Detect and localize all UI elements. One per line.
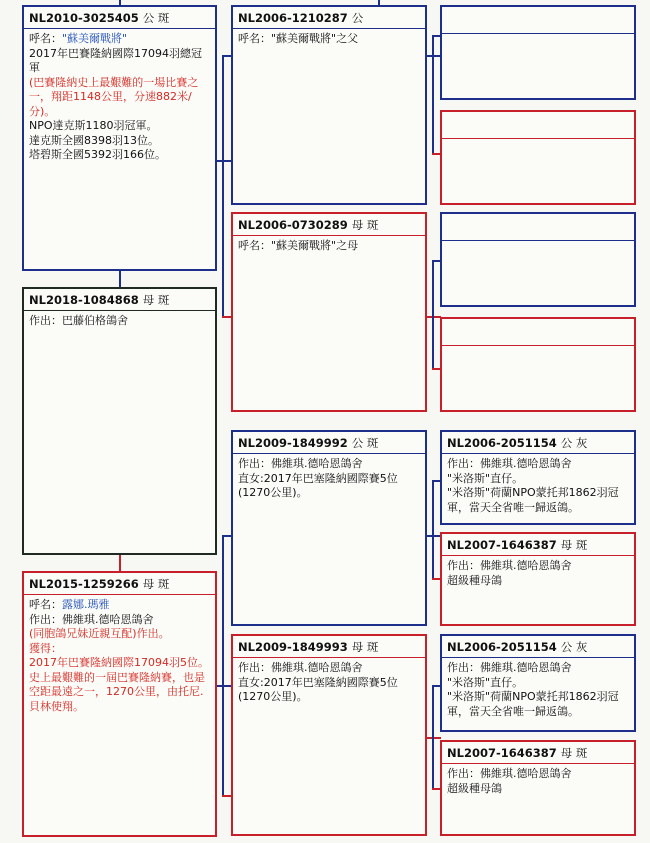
sire-details <box>24 29 215 163</box>
result-text: 直女:2017年巴塞隆納國際賽5位(1270公里)。 <box>238 675 398 703</box>
sex-color: 母 斑 <box>142 293 170 307</box>
card-header <box>442 432 634 454</box>
ggp-card <box>440 532 636 626</box>
card-header <box>442 534 634 556</box>
card-lines <box>442 764 634 796</box>
sex-color: 公 灰 <box>560 436 588 450</box>
connector-line <box>432 685 434 790</box>
ring-number: NL2006-1210287 <box>238 11 348 25</box>
sex-color: 公 灰 <box>560 640 588 654</box>
ring-number: NL2006-2051154 <box>447 436 557 450</box>
card-header <box>233 636 425 658</box>
ggp-card <box>440 634 636 732</box>
pigeon-name: "蘇美爾戰將" <box>62 32 128 45</box>
pigeon-name: 露娜.瑪雅 <box>62 598 110 611</box>
dam-sire-card <box>231 430 427 626</box>
dam-card <box>22 571 217 837</box>
sex-color: 母 斑 <box>560 538 588 552</box>
card-lines <box>442 454 634 515</box>
ggp-card <box>440 740 636 836</box>
card-header <box>233 432 425 454</box>
connector-line <box>222 55 224 318</box>
connector-line <box>432 480 434 580</box>
card-lines <box>233 658 425 705</box>
note-text: "米洛斯"直仔。 <box>447 675 524 689</box>
card-note: 呼名："蘇美爾戰將"之父 <box>238 32 359 45</box>
sire-dam-card <box>231 212 427 412</box>
note-text: "米洛斯"荷蘭NPO蒙托邦1862羽冠軍，當天全省唯一歸返鴿。 <box>447 486 619 514</box>
connector-line <box>119 554 121 572</box>
ring-number: NL2018-1084868 <box>29 293 139 307</box>
breeder-text: 作出：佛維琪.德哈恩鴿舍 <box>29 612 154 626</box>
achievement-note: 獲得： <box>29 641 62 655</box>
empty-card <box>440 110 636 205</box>
sex-color: 公 斑 <box>351 436 379 450</box>
ring-number: NL2009-1849992 <box>238 436 348 450</box>
breeder-text: 作出：佛維琪.德哈恩鴿舍 <box>447 767 572 780</box>
ring-number: NL2006-2051154 <box>447 640 557 654</box>
note-text: 超級種母鴿 <box>447 573 502 587</box>
card-lines <box>442 658 634 719</box>
sire-card <box>22 5 217 271</box>
ring-number: NL2010-3025405 <box>29 11 139 25</box>
empty-card <box>440 212 636 307</box>
achievement-note: (巴賽隆納史上最艱難的一場比賽之一，翔距1148公里，分速882米/分)。 <box>29 75 199 118</box>
note-text: "米洛斯"荷蘭NPO蒙托邦1862羽冠軍，當天全省唯一歸返鴿。 <box>447 690 619 718</box>
empty-card <box>440 317 636 412</box>
connector-line <box>432 260 434 370</box>
achievement-note: 2017年巴賽隆納國際17094羽5位。史上最艱難的一屆巴賽隆納賽，也是空距最遠之一，1270公里，由托尼.貝林使翔。 <box>29 656 209 713</box>
achievement-text: 達克斯全國8398羽13位。 <box>29 133 159 147</box>
connector-line <box>119 270 121 288</box>
breeder-text: 作出：佛維琪.德哈恩鴿舍 <box>447 559 572 572</box>
breeder-text: 作出：佛維琪.德哈恩鴿舍 <box>447 457 572 470</box>
middle-card <box>22 287 217 555</box>
ring-number: NL2015-1259266 <box>29 577 139 591</box>
breeder-text: 作出：佛維琪.德哈恩鴿舍 <box>238 661 363 674</box>
achievement-text: 2017年巴賽隆納國際17094羽總冠軍 <box>29 46 202 74</box>
breeder-text: 作出：佛維琪.德哈恩鴿舍 <box>447 661 572 674</box>
card-header <box>442 636 634 658</box>
card-header <box>233 214 425 236</box>
sire-sire-card <box>231 5 427 205</box>
sire-header <box>24 7 215 29</box>
card-header <box>442 742 634 764</box>
ring-number: NL2007-1646387 <box>447 538 557 552</box>
ggp-card <box>440 430 636 525</box>
card-header <box>233 7 425 29</box>
note-text: "米洛斯"直仔。 <box>447 471 524 485</box>
dam-header <box>24 573 215 595</box>
achievement-note: (同胞鴿兄妹近親互配)作出。 <box>29 627 170 640</box>
achievement-text: NPO達克斯1180羽冠軍。 <box>29 119 158 132</box>
result-text: 直女:2017年巴塞隆納國際賽5位(1270公里)。 <box>238 471 398 499</box>
note-text: 超級種母鴿 <box>447 781 502 795</box>
empty-card <box>440 5 636 100</box>
sex-color: 公 斑 <box>142 11 170 25</box>
sex-color: 母 斑 <box>142 577 170 591</box>
name-label: 呼名： <box>29 598 62 611</box>
card-lines <box>233 454 425 501</box>
name-label: 呼名： <box>29 32 62 45</box>
card-note: 呼名："蘇美爾戰將"之母 <box>238 239 359 252</box>
achievement-text: 塔碧斯全國5392羽166位。 <box>29 148 166 161</box>
dam-details <box>24 595 215 714</box>
sex-color: 母 斑 <box>560 746 588 760</box>
sex-color: 母 斑 <box>351 640 379 654</box>
dam-dam-card <box>231 634 427 836</box>
ring-number: NL2006-0730289 <box>238 218 348 232</box>
card-lines <box>442 556 634 588</box>
ring-number: NL2009-1849993 <box>238 640 348 654</box>
sex-color: 母 斑 <box>351 218 379 232</box>
card-header <box>24 289 215 311</box>
sex-color: 公 <box>351 11 364 25</box>
card-note: 作出：巴藤伯格鴿舍 <box>29 314 128 327</box>
connector-line <box>222 535 224 797</box>
ring-number: NL2007-1646387 <box>447 746 557 760</box>
breeder-text: 作出：佛維琪.德哈恩鴿舍 <box>238 457 363 470</box>
connector-line <box>432 35 434 155</box>
